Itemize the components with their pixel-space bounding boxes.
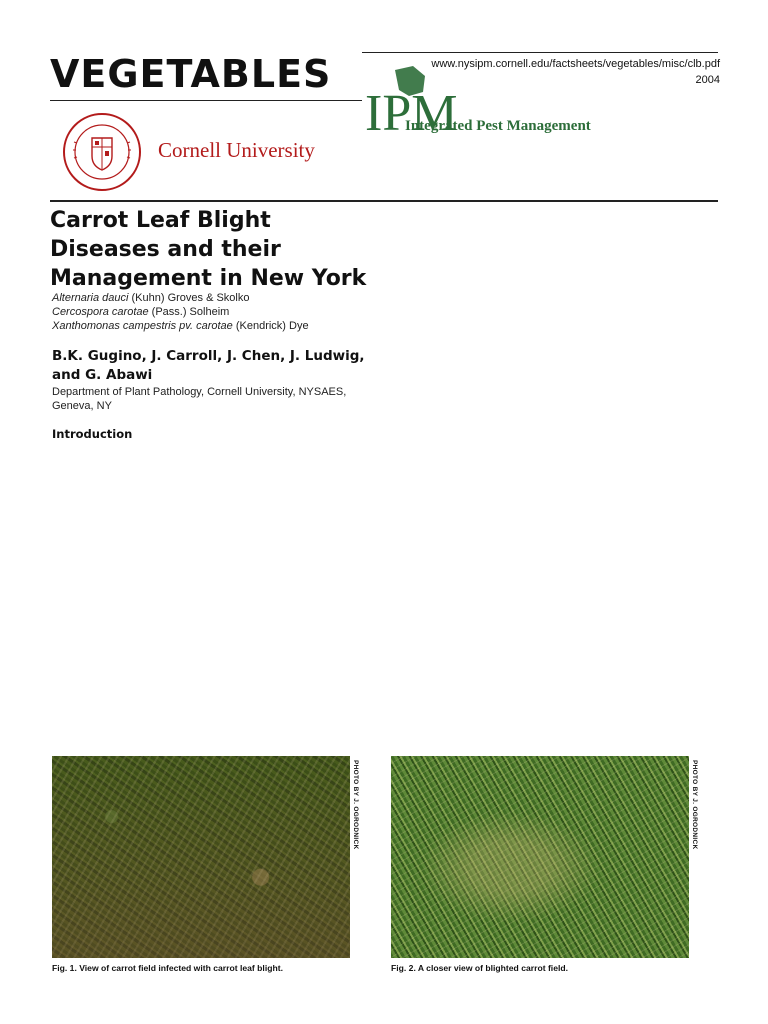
pathogen-list — [52, 291, 372, 333]
ipm-tagline: Integrated Pest Management — [405, 118, 591, 134]
affiliation: Department of Plant Pathology, Cornell University, NYSAES, Geneva, NY — [52, 386, 347, 412]
figure-1-caption: Fig. 1. View of carrot field infected with carrot leaf blight. — [52, 963, 283, 973]
document-year: 2004 — [695, 74, 720, 86]
pathogen-item: Xanthomonas campestris pv. carotae (Kendrick) Dye — [52, 320, 309, 332]
figure-2-credit: PHOTO BY J. OGRODNICK — [691, 760, 698, 850]
header-top-rule — [362, 52, 718, 53]
article-title: Carrot Leaf Blight Diseases and their Management in New York — [50, 208, 367, 291]
pathogen-item: Cercospora carotae (Pass.) Solheim — [52, 306, 230, 318]
header-mid-rule — [50, 100, 362, 101]
header-bottom-rule — [50, 200, 718, 202]
cornell-wordmark: Cornell University — [158, 138, 315, 162]
section-title: VEGETABLES — [50, 52, 332, 96]
figure-2-caption: Fig. 2. A closer view of blighted carrot field. — [391, 963, 568, 973]
section-heading-introduction: Introduction — [52, 427, 133, 441]
figure-1-photo — [52, 756, 350, 958]
document-url[interactable]: www.nysipm.cornell.edu/factsheets/vegetables/misc/clb.pdf — [431, 58, 720, 70]
pathogen-item: Alternaria dauci (Kuhn) Groves & Skolko — [52, 292, 250, 304]
document-url-block — [431, 56, 720, 88]
ipm-logo-text: IPM — [365, 85, 458, 142]
figure-1-credit: PHOTO BY J. OGRODNICK — [352, 760, 359, 850]
authors: B.K. Gugino, J. Carroll, J. Chen, J. Ludwig, and G. Abawi — [52, 348, 365, 383]
figure-2-photo — [391, 756, 689, 958]
cornell-seal-logo — [62, 112, 142, 192]
